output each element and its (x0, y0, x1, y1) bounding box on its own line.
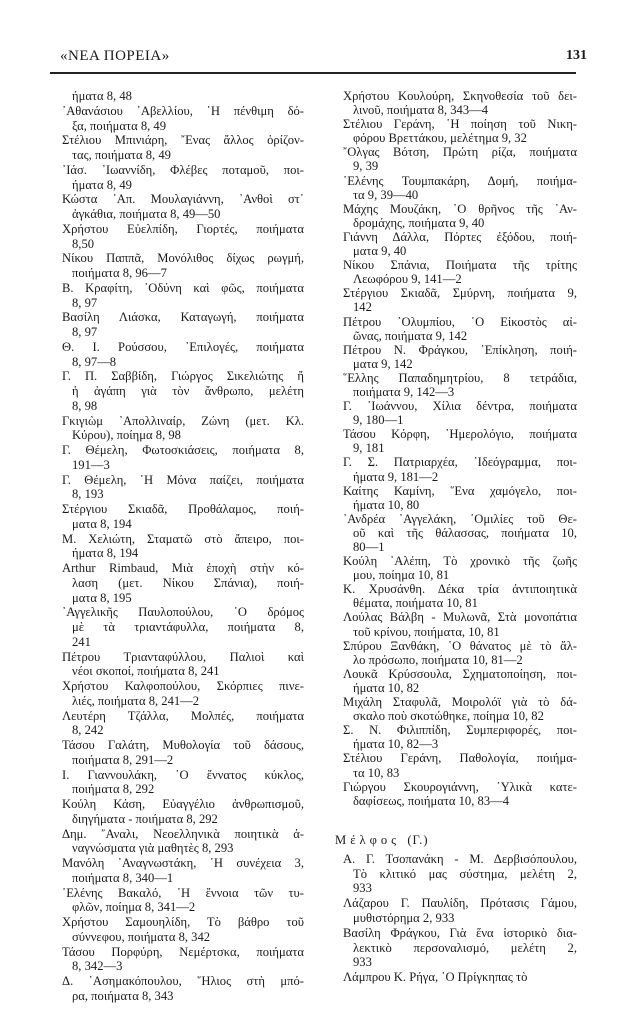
entry-continuation-line: δαφίσεως, ποιήματα 10, 83—4 (353, 793, 510, 808)
entry-continuation-line: 142 (353, 300, 372, 315)
entry-continuation-line: μυθιστόρημα 2, 933 (353, 910, 455, 925)
entry-line: Τάσου Πορφύρη, Νεμέρτσκα, ποιήματα (62, 944, 304, 959)
index-entry (62, 473, 304, 503)
entry-continuation-line: ἡ ἀγάπη γιὰ τὸν ἄνθρωπο, μελέτη (72, 384, 304, 398)
entry-continuation-line: Κύρου), ποίημα 8, 98 (72, 428, 181, 443)
entry-continuation-line: ἀγκάθια, ποιήματα 8, 49—50 (72, 207, 221, 221)
section-entries (343, 852, 577, 985)
index-entry (62, 251, 304, 281)
entry-line: Μ. Χελιώτη, Σταματῶ στὸ ἄπειρο, ποι- (62, 531, 304, 546)
entry-line: Νίκου Σπάνια, Ποιήματα τῆς τρίτης (343, 258, 577, 273)
index-entry (343, 926, 577, 970)
entry-line: Μιχάλη Σταφυλᾶ, Μοιρολόϊ γιὰ τὸ δά- (343, 695, 577, 710)
index-entry (62, 310, 304, 340)
entry-line: ῞Ελλης Παπαδημητρίου, 8 τετράδια, (343, 370, 577, 385)
entry-continuation-line: 80—1 (353, 540, 385, 554)
entry-continuation-line: ήματα 10, 82 (353, 680, 420, 695)
index-entry (62, 104, 304, 134)
index-column-left (62, 89, 304, 1004)
index-entry (343, 780, 577, 808)
entry-line: Λάζαρου Γ. Παυλίδη, Πρότασις Γάμου, (343, 896, 577, 911)
index-entry (343, 751, 577, 779)
entry-line: ῾Ελένης Βακαλό, ῾Η ἔννοια τῶν τυ- (62, 885, 304, 900)
index-entry (62, 738, 304, 768)
index-entry (62, 886, 304, 916)
index-entry (62, 414, 304, 444)
entry-line: Δ. ᾿Ασημακόπουλου, ῞Ηλιος στὴ μπό- (62, 974, 304, 988)
entry-continuation-line: ματα 8, 195 (72, 590, 132, 605)
index-entry (343, 399, 577, 427)
page-number: 131 (566, 48, 587, 63)
entry-continuation-line: ῶνας, ποιήματα 9, 142 (353, 328, 468, 343)
entry-line: Γ. Σ. Πατριαρχέα, ᾿Ιδεόγραμμα, ποι- (343, 455, 577, 470)
entry-line: Τάσου Γαλάτη, Μυθολογία τοῦ δάσους, (62, 738, 304, 752)
entry-line: Βασίλη Λιάσκα, Καταγωγή, ποιήματα (62, 310, 304, 325)
entry-line: Πέτρου Ν. Φράγκου, ᾿Επίκληση, ποιή- (343, 342, 577, 357)
entry-continuation-line: τα 10, 83 (353, 765, 400, 780)
index-entry (62, 679, 304, 709)
entry-continuation-line: 8, 98 (72, 398, 98, 413)
entry-continuation-line: ναγνώσματα γιὰ μαθητὲς 8, 293 (72, 841, 234, 856)
index-entry (62, 163, 304, 193)
index-entry (62, 974, 304, 1004)
entry-continuation-line: Λεωφόρου 9, 141—2 (353, 272, 462, 287)
index-entry (62, 797, 304, 827)
entry-line: Βασίλη Φράγκου, Γιὰ ἕνα ἱστορικὸ δια- (343, 925, 577, 940)
entry-continuation-line: φλῶν, ποίημα 8, 341—2 (72, 900, 196, 915)
index-entry (62, 133, 304, 163)
entry-line: Γ. Π. Σαββίδη, Γιώργος Σικελιώτης ἤ (62, 369, 304, 384)
index-entry (62, 856, 304, 886)
index-entry (343, 89, 577, 117)
entry-continuation-line: τα 9, 39—40 (353, 187, 419, 202)
entry-line: Γκιγιὼμ ᾿Απολλιναίρ, Ζώνη (μετ. Κλ. (62, 413, 304, 428)
index-entry (62, 532, 304, 562)
entry-line: Στέλιου Γεράνη, Παθολογία, ποιήμα- (343, 751, 577, 766)
index-entry (343, 554, 577, 582)
entry-line: Στέλιου Μπινιάρη, ῎Ενας ἄλλος ὁρίζον- (62, 133, 304, 148)
entry-continuation-line: ξα, ποιήματα 8, 49 (72, 118, 167, 133)
entry-continuation-line: 8, 193 (72, 487, 104, 502)
index-entry (343, 970, 577, 985)
entry-line: Μάχης Μουζάκη, ῾Ο θρῆνος τῆς ᾿Αν- (343, 201, 577, 216)
index-entry (343, 723, 577, 751)
entry-line: Κώστα ᾿Απ. Μουλαγιάννη, ᾿Ανθοὶ στ᾿ (62, 192, 304, 207)
entry-line: Γιώργου Σκουρογιάννη, ῾Υλικὰ κατε- (343, 779, 577, 794)
author-section-heading (335, 833, 577, 848)
entry-line: Γ. Θέμελη, ῾Η Μόνα παίζει, ποιήματα (62, 472, 304, 487)
index-entry (343, 667, 577, 695)
entry-line: ᾿Ιάσ. ᾿Ιωαννίδη, Φλέβες ποταμοῦ, ποι- (62, 162, 304, 177)
entry-line: Χρήστου Σαμουηλίδη, Τὸ βάθρο τοῦ (62, 915, 304, 929)
entry-line: ῾Ελένης Τουμπακάρη, Δομή, ποιήμα- (343, 173, 577, 188)
entry-continuation-line: ματα 9, 40 (353, 244, 407, 259)
entry-line: ᾿Ανδρέα ᾿Αγγελάκη, ῾Ομιλίες τοῦ Θε- (343, 511, 577, 526)
section-heading-initial: (Γ.) (407, 832, 429, 847)
index-entry (343, 145, 577, 173)
index-entry (62, 605, 304, 649)
entry-line: Θ. Ι. Ρούσσου, ᾿Επιλογές, ποιήματα (62, 339, 304, 354)
entry-continuation-line: 8, 342—3 (72, 959, 123, 974)
index-entry (343, 343, 577, 371)
index-entry (343, 896, 577, 926)
entry-continuation-line: θέματα, ποιήματα 10, 81 (353, 596, 478, 611)
index-entry (62, 502, 304, 532)
index-entry (62, 650, 304, 680)
index-entry (343, 315, 577, 343)
entry-continuation-line: ποιήματα 8, 340—1 (72, 870, 174, 885)
index-entries-continued (343, 89, 577, 808)
index-entry (62, 709, 304, 739)
entry-line: Τάσου Κόρφη, ῾Ημερολόγιο, ποιήματα (343, 427, 577, 442)
entry-line: Μανόλη ᾿Αναγνωστάκη, ῾Η συνέχεια 3, (62, 856, 304, 870)
index-entry (62, 945, 304, 975)
entry-continuation-line: 8, 242 (72, 723, 104, 738)
entry-line: Πέτρου ᾿Ολυμπίου, ῾Ο Εἰκοστὸς αἰ- (343, 314, 577, 329)
entry-continuation-line: λαση (μετ. Νίκου Σπάνια), ποιή- (72, 575, 304, 590)
entry-line: Σ. Ν. Φιλιππίδη, Συμπεριφορές, ποι- (343, 723, 577, 738)
index-entry (343, 371, 577, 399)
entry-line: Γιάννη Δάλλα, Πόρτες ἐξόδου, ποιή- (343, 229, 577, 244)
entry-continuation-line: οῦ καὶ τῆς θάλασσας, ποιήματα 10, (353, 525, 577, 540)
entry-line: Σπύρου Ξανθάκη, ῾Ο θάνατος μὲ τὸ ἄλ- (343, 638, 577, 653)
index-entry (343, 174, 577, 202)
entry-line: Κ. Χρυσάνθη. Δέκα τρία ἀντιποιητικὰ (343, 582, 577, 597)
entry-line: Χρήστου Κουλούρη, Σκηνοθεσία τοῦ δει- (343, 89, 577, 103)
entry-continuation-line: 8, 97—8 (72, 354, 117, 369)
entry-continuation-line: 241 (72, 634, 91, 649)
index-entry (62, 915, 304, 945)
index-entry (62, 443, 304, 473)
entry-continuation-line: 933 (353, 881, 372, 896)
index-entry (343, 639, 577, 667)
entry-continuation-line: 9, 39 (353, 159, 379, 174)
index-entry (62, 281, 304, 311)
entry-line: Λάμπρου Κ. Ρήγα, ῾Ο Πρίγκηπας τὸ (343, 970, 528, 985)
entry-continuation-line: ποιήματα 8, 292 (72, 782, 155, 797)
entry-continuation-line: Τὸ κλιτικό μας σύστημα, μελέτη 2, (353, 866, 577, 881)
entry-continuation-line: δρομάχης, ποιήματα 9, 40 (353, 215, 485, 230)
entry-line: ᾿Αθανάσιου ᾿Αβελλίου, ῾Η πένθιμη δό- (62, 103, 304, 118)
entry-line: Α. Γ. Τσοπανάκη - Μ. Δερβισόπουλου, (343, 851, 577, 866)
index-entry (62, 768, 304, 798)
entry-line: Χρήστου Εὐελπίδη, Γιορτές, ποιήματα (62, 221, 304, 236)
entry-continuation-line: λο πρόσωπο, ποιήματα 10, 81—2 (353, 652, 523, 667)
index-entry (343, 484, 577, 512)
entry-continuation-line: ήματα 10, 80 (353, 497, 420, 512)
index-entry (62, 222, 304, 252)
entry-line: Στέλιου Γεράνη, ῾Η ποίηση τοῦ Νικη- (343, 117, 577, 132)
index-entry (343, 455, 577, 483)
entry-line: Λευτέρη Τζάλλα, Μολπές, ποιήματα (62, 708, 304, 723)
entry-continuation-line: ρα, ποιήματα 8, 343 (72, 988, 174, 1003)
entry-continuation-line: 8, 97 (72, 325, 98, 339)
entry-line: Πέτρου Τριανταφύλλου, Παλιοὶ καὶ (62, 649, 304, 664)
index-entry (62, 827, 304, 857)
entry-line: ήματα 8, 48 (72, 89, 132, 103)
entry-line: ᾿Αγγελικῆς Παυλοπούλου, ῾Ο δρόμος (62, 605, 304, 620)
entry-continuation-line: μου, ποίημα 10, 81 (353, 568, 450, 583)
index-entry (343, 202, 577, 230)
entry-line: Λουκᾶ Κρύσσουλα, Σχηματοποίηση, ποι- (343, 666, 577, 681)
entry-continuation-line: 9, 181 (353, 441, 385, 456)
entry-continuation-line: ποιήματα 9, 142—3 (353, 384, 455, 399)
entry-continuation-line: τοῦ κρίνου, ποιήματα, 10, 81 (353, 624, 500, 639)
entry-line: Arthur Rimbaud, Μιὰ ἐποχὴ στὴν κό- (62, 561, 304, 575)
entry-continuation-line: 8, 97 (72, 295, 98, 310)
entry-continuation-line: φόρου Βρεττάκου, μελέτημα 9, 32 (353, 131, 527, 146)
header-rule (50, 72, 576, 74)
index-entry (62, 369, 304, 413)
entry-line: ῎Ολγας Βότση, Πρώτη ρίζα, ποιήματα (343, 145, 577, 160)
entry-continuation-line: 191—3 (72, 457, 110, 472)
entry-continuation-line: σκαλο ποὺ σκοτώθηκε, ποίημα 10, 82 (353, 709, 544, 724)
entry-continuation-line: λινοῦ, ποιήματα 8, 343—4 (353, 103, 489, 118)
entry-line: Χρήστου Καλφοπούλου, Σκόρπιες πινε- (62, 679, 304, 693)
index-entry (343, 695, 577, 723)
entry-line: Δημ. ῎Αναλι, Νεοελληνικὰ ποιητικὰ ἀ- (62, 826, 304, 841)
entry-continuation-line: ματα 9, 142 (353, 356, 413, 371)
entry-line: Β. Κραφίτη, ᾿Οδύνη καὶ φῶς, ποιήματα (62, 280, 304, 295)
index-entry (343, 286, 577, 314)
entry-line: Κούλη Κάση, Εὐαγγέλιο ἀνθρωπισμοῦ, (62, 797, 304, 811)
entry-continuation-line: μὲ τὰ τριαντάφυλλα, ποιήματα 8, (72, 620, 304, 634)
entry-continuation-line: λιές, ποιήματα 8, 241—2 (72, 693, 200, 708)
section-heading-name: Μέλφος (335, 832, 401, 847)
entry-line: Γ. Θέμελη, Φωτοσκιάσεις, ποιήματα 8, (62, 443, 304, 457)
entry-continuation-line: ποιήματα 8, 96—7 (72, 266, 167, 280)
index-entry (343, 512, 577, 554)
entry-continuation-line: 933 (353, 955, 372, 970)
entry-line: Λούλας Βάλβη - Μυλωνᾶ, Στὰ μονοπάτια (343, 610, 577, 625)
entry-continuation-line: 8,50 (72, 236, 95, 251)
entry-continuation-line: ήματα 8, 194 (72, 546, 139, 561)
entry-continuation-line: διηγήματα - ποιήματα 8, 292 (72, 811, 218, 826)
entry-continuation-line: σύννεφου, ποιήματα 8, 342 (72, 929, 211, 944)
entry-continuation-line: ήματα 10, 82—3 (353, 737, 439, 752)
entry-line: Ι. Γιαννουλάκη, ῾Ο ἔννατος κύκλος, (62, 767, 304, 782)
index-entry (62, 340, 304, 370)
index-entry (343, 582, 577, 610)
index-entry (343, 427, 577, 455)
index-entry (62, 561, 304, 605)
entry-line: Καίτης Καμίνη, ῞Ενα χαμόγελο, ποι- (343, 483, 577, 498)
entry-continuation-line: ματα 8, 194 (72, 516, 132, 531)
entry-line: Κούλη ᾿Αλέπη, Τὸ χρονικὸ τῆς ζωῆς (343, 554, 577, 569)
entry-line: Γ. ᾿Ιωάννου, Χίλια δέντρα, ποιήματα (343, 399, 577, 414)
index-entry (343, 610, 577, 638)
index-entry (343, 258, 577, 286)
index-column-right (335, 89, 577, 985)
index-entry (343, 230, 577, 258)
entry-line: Νίκου Παππᾶ, Μονόλιθος δίχως ρωγμή, (62, 251, 304, 266)
entry-continuation-line: ποιήματα 8, 291—2 (72, 752, 174, 767)
entry-continuation-line: λεκτικὸ περσοναλισμό, μελέτη 2, (353, 940, 577, 955)
entry-line: Στέργιου Σκιαδᾶ, Προθάλαμος, ποιή- (62, 502, 304, 516)
index-entry (62, 192, 304, 222)
entry-line: Στέργιου Σκιαδᾶ, Σμύρνη, ποιήματα 9, (343, 286, 577, 301)
entry-continuation-line: τας, ποιήματα 8, 49 (72, 148, 171, 162)
entry-continuation-line: ήματα 9, 181—2 (353, 469, 439, 484)
running-header-title: «ΝΕΑ ΠΟΡΕΙΑ» (60, 48, 170, 64)
entry-continuation-line: ήματα 8, 49 (72, 177, 132, 192)
entry-continuation-line: 9, 180—1 (353, 413, 404, 428)
entry-continuation-line: νέοι σκοποί, ποιήματα 8, 241 (72, 664, 220, 679)
index-entry (343, 852, 577, 896)
index-entry (343, 117, 577, 145)
index-entry (62, 89, 304, 104)
